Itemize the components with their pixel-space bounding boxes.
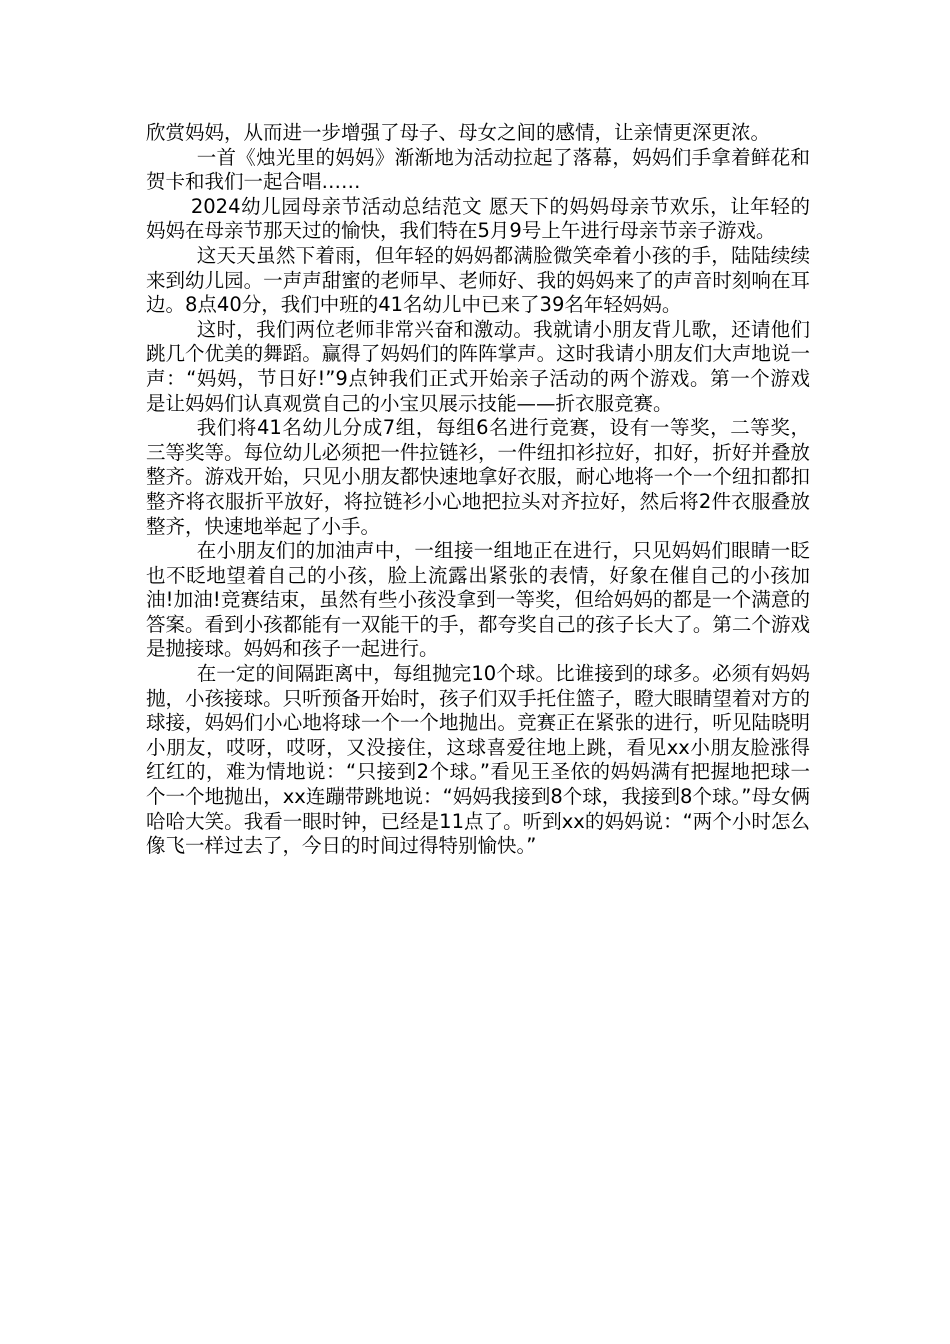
paragraph-cheering: 在小朋友们的加油声中，一组接一组地正在进行，只见妈妈们眼睛一眨也不眨地望着自己的小孩，脸上流露出紧张的表情，好象在催自己的小孩加油!加油!竞赛结束，虽然有些小孩没拿到一等奖，但给妈妈的都是一个满意的答案。看到小孩都能有一双能干的手，都夸奖自己的孩子长大了。第二个游戏是抛接球。妈妈和孩子一起进行。 bbox=[146, 539, 810, 661]
paragraph-rainy-day: 这天天虽然下着雨，但年轻的妈妈都满脸微笑牵着小孩的手，陆陆续续来到幼儿园。一声声甜蜜的老师早、老师好、我的妈妈来了的声音时刻响在耳边。8点40分，我们中班的41名幼儿中已来了39名年轻妈妈。 bbox=[146, 243, 810, 317]
paragraph-folding-contest: 我们将41名幼儿分成7组，每组6名进行竞赛，设有一等奖，二等奖，三等奖等。每位幼儿必须把一件拉链衫，一件纽扣衫拉好，扣好，折好并叠放整齐。游戏开始，只见小朋友都快速地拿好衣服，耐心地将一个一个纽扣都扣整齐将衣服折平放好，将拉链衫小心地把拉头对齐拉好，然后将2件衣服叠放整齐，快速地举起了小手。 bbox=[146, 416, 810, 538]
paragraph-teachers: 这时，我们两位老师非常兴奋和激动。我就请小朋友背儿歌，还请他们跳几个优美的舞蹈。赢得了妈妈们的阵阵掌声。这时我请小朋友们大声地说一声：“妈妈，节日好!”9点钟我们正式开始亲子活动的两个游戏。第一个游戏是让妈妈们认真观赏自己的小宝贝展示技能——折衣服竞赛。 bbox=[146, 317, 810, 415]
paragraph-ball-game: 在一定的间隔距离中，每组抛完10个球。比谁接到的球多。必须有妈妈抛，小孩接球。只听预备开始时，孩子们双手托住篮子，瞪大眼睛望着对方的球接，妈妈们小心地将球一个一个地抛出。竞赛正在紧张的进行，听见陆晓明小朋友，哎呀，哎呀，又没接住，这球喜爱往地上跳，看见xx小朋友脸涨得红红的，难为情地说：“只接到2个球。”看见王圣依的妈妈满有把握地把球一个一个地抛出，xx连蹦带跳地说：“妈妈我接到8个球，我接到8个球。”母女俩哈哈大笑。我看一眼时钟，已经是11点了。听到xx的妈妈说：“两个小时怎么像飞一样过去了，今日的时间过得特别愉快。” bbox=[146, 662, 810, 858]
document-body bbox=[146, 121, 810, 859]
paragraph-title-intro: 2024幼儿园母亲节活动总结范文 愿天下的妈妈母亲节欢乐，让年轻的妈妈在母亲节那天过的愉快，我们特在5月9号上午进行母亲节亲子游戏。 bbox=[146, 194, 810, 243]
paragraph-continuation: 欣赏妈妈，从而进一步增强了母子、母女之间的感情，让亲情更深更浓。 bbox=[146, 121, 771, 144]
paragraph-song: 一首《烛光里的妈妈》渐渐地为活动拉起了落幕，妈妈们手拿着鲜花和贺卡和我们一起合唱…… bbox=[146, 145, 810, 194]
